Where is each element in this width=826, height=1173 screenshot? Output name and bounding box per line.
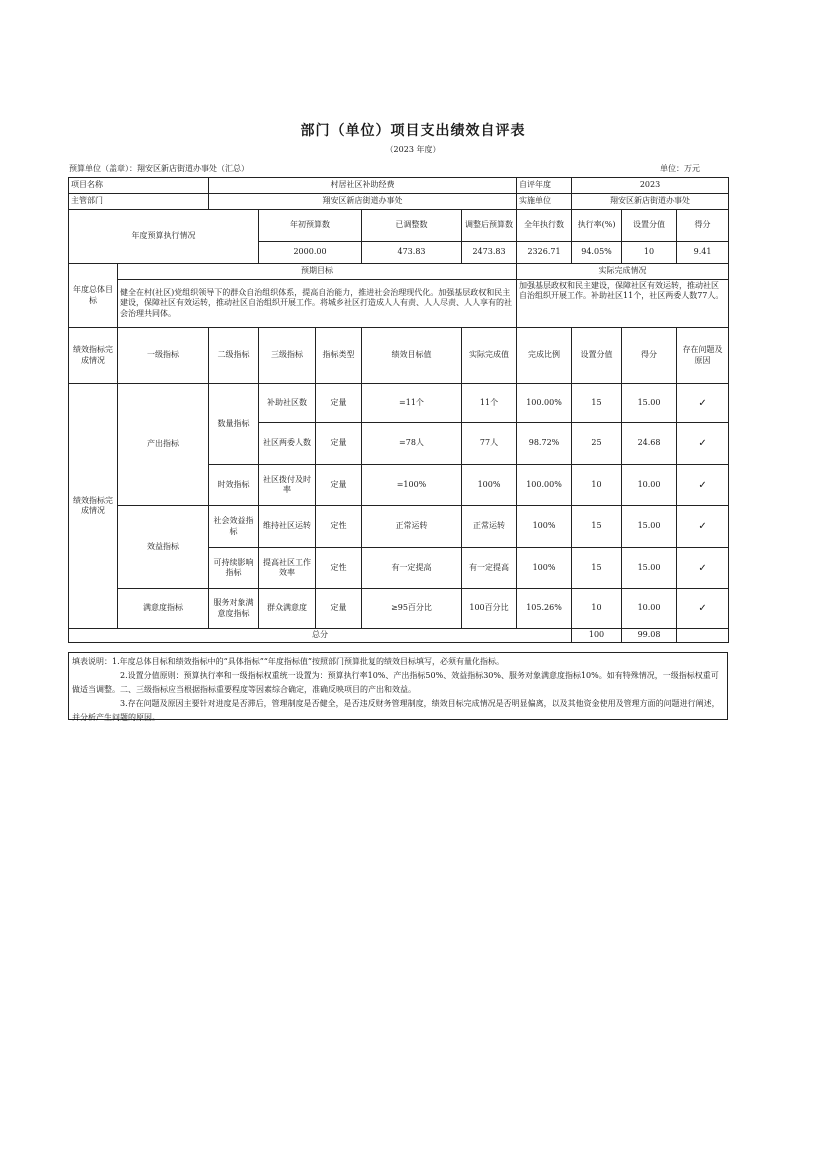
weight: 10 <box>572 465 622 506</box>
budget-unit-label: 预算单位（盖章）：翔安区新店街道办事处（汇总） <box>69 164 249 173</box>
expected-goal-header: 预期目标 <box>118 264 517 280</box>
perf-section-label: 绩效指标完成情况 <box>69 384 118 629</box>
weight: 25 <box>572 423 622 465</box>
budget-value: 94.05% <box>572 242 622 264</box>
eval-year-label: 自评年度 <box>517 178 572 194</box>
level3-indicator: 社区两委人数 <box>259 423 316 465</box>
budget-value: 2326.71 <box>517 242 572 264</box>
level1-output: 产出指标 <box>118 384 209 506</box>
target-value: 有一定提高 <box>362 548 462 589</box>
level2-service-satisfaction: 服务对象满意度指标 <box>209 589 259 629</box>
target-value: =100% <box>362 465 462 506</box>
budget-value: 2473.83 <box>462 242 517 264</box>
budget-header: 已调整数 <box>362 210 462 242</box>
level2-quantity: 数量指标 <box>209 384 259 465</box>
goals-section-label: 年度总体目标 <box>69 264 118 328</box>
indicator-type: 定量 <box>316 589 362 629</box>
perf-header: 三级指标 <box>259 328 316 384</box>
score: 10.00 <box>622 589 677 629</box>
total-weight: 100 <box>572 629 622 643</box>
indicator-type: 定性 <box>316 506 362 548</box>
note-3: 3.存在问题及原因主要针对进度是否滞后，管理制度是否健全，是否违反财务管理制度，绩效目标完成情况是否明显偏离，以及其他资金使用及管理方面的问题进行阐述，并分析产生问题的原因。 <box>72 699 720 722</box>
issue-check-mark: ✓ <box>677 465 729 506</box>
budget-value: 2000.00 <box>259 242 362 264</box>
issue-check-mark: ✓ <box>677 548 729 589</box>
perf-header: 一级指标 <box>118 328 209 384</box>
weight: 15 <box>572 506 622 548</box>
expected-goal-text: 健全在村(社区)党组织领导下的群众自治组织体系，提高自治能力，推进社会治理现代化。加强基层政权和民主建设，保障社区有效运转，推动社区自治组织开展工作。将城乡社区打造成人人有责、人人尽责、人人享有的社会治理共同体。 <box>118 280 517 328</box>
budget-value: 10 <box>622 242 677 264</box>
level3-indicator: 维持社区运转 <box>259 506 316 548</box>
indicator-type: 定量 <box>316 423 362 465</box>
year-subtitle: （2023 年度） <box>385 145 441 154</box>
total-label: 总分 <box>69 629 572 643</box>
completion-ratio: 100.00% <box>517 465 572 506</box>
project-name-value: 村居社区补助经费 <box>209 178 517 194</box>
perf-header: 二级指标 <box>209 328 259 384</box>
actual-result-header: 实际完成情况 <box>517 264 729 280</box>
currency-unit-label: 单位：万元 <box>660 164 700 173</box>
issue-check-mark: ✓ <box>677 384 729 423</box>
level3-indicator: 社区拨付及时率 <box>259 465 316 506</box>
score: 10.00 <box>622 465 677 506</box>
total-issue-cell <box>677 629 729 643</box>
indicator-type: 定量 <box>316 465 362 506</box>
perf-header: 实际完成值 <box>462 328 517 384</box>
perf-header: 指标类型 <box>316 328 362 384</box>
level3-indicator: 群众满意度 <box>259 589 316 629</box>
perf-header: 绩效目标值 <box>362 328 462 384</box>
perf-header: 设置分值 <box>572 328 622 384</box>
weight: 15 <box>572 548 622 589</box>
weight: 10 <box>572 589 622 629</box>
level3-indicator: 提高社区工作效率 <box>259 548 316 589</box>
actual-value: 100% <box>462 465 517 506</box>
issue-check-mark: ✓ <box>677 589 729 629</box>
level3-indicator: 补助社区数 <box>259 384 316 423</box>
actual-result-text: 加强基层政权和民主建设，保障社区有效运转，推动社区自治组织开展工作。补助社区11个，社区两委人数77人。 <box>517 280 729 328</box>
actual-value: 100百分比 <box>462 589 517 629</box>
budget-header: 年初预算数 <box>259 210 362 242</box>
page-title: 部门（单位）项目支出绩效自评表 <box>300 123 526 139</box>
score: 15.00 <box>622 384 677 423</box>
perf-header: 完成比例 <box>517 328 572 384</box>
score: 15.00 <box>622 548 677 589</box>
issue-check-mark: ✓ <box>677 423 729 465</box>
impl-unit-label: 实施单位 <box>517 194 572 210</box>
budget-header: 设置分值 <box>622 210 677 242</box>
budget-value: 9.41 <box>677 242 729 264</box>
note-1: 填表说明：1.年度总体目标和绩效指标中的“具体指标”“年度指标值”按照部门预算批复的绩效目标填写，必须有量化指标。 <box>72 657 504 666</box>
level1-benefit: 效益指标 <box>118 506 209 589</box>
indicator-type: 定性 <box>316 548 362 589</box>
perf-header-section: 绩效指标完成情况 <box>69 328 118 384</box>
budget-header: 得分 <box>677 210 729 242</box>
actual-value: 正常运转 <box>462 506 517 548</box>
actual-value: 有一定提高 <box>462 548 517 589</box>
completion-ratio: 100.00% <box>517 384 572 423</box>
target-value: =78人 <box>362 423 462 465</box>
completion-ratio: 100% <box>517 548 572 589</box>
level1-satisfaction: 满意度指标 <box>118 589 209 629</box>
completion-ratio: 98.72% <box>517 423 572 465</box>
level2-sustainable-impact: 可持续影响指标 <box>209 548 259 589</box>
target-value: =11个 <box>362 384 462 423</box>
budget-header: 全年执行数 <box>517 210 572 242</box>
perf-header: 存在问题及原因 <box>677 328 729 384</box>
note-2: 2.设置分值原则：预算执行率和一级指标权重统一设置为：预算执行率10%、产出指标50%、效益指标30%、服务对象满意度指标10%。如有特殊情况，一级指标权重可做适当调整。二、三级指标应当根据指标重要程度等因素综合确定，准确反映项目的产出和效益。 <box>72 671 719 694</box>
dept-label: 主管部门 <box>69 194 209 210</box>
impl-unit-value: 翔安区新店街道办事处 <box>572 194 729 210</box>
budget-header: 执行率(%) <box>572 210 622 242</box>
level2-timeliness: 时效指标 <box>209 465 259 506</box>
weight: 15 <box>572 384 622 423</box>
budget-section-label: 年度预算执行情况 <box>69 210 259 264</box>
completion-ratio: 105.26% <box>517 589 572 629</box>
dept-value: 翔安区新店街道办事处 <box>209 194 517 210</box>
total-score: 99.08 <box>622 629 677 643</box>
performance-table <box>68 177 729 643</box>
actual-value: 77人 <box>462 423 517 465</box>
budget-value: 473.83 <box>362 242 462 264</box>
fill-instructions <box>68 652 728 720</box>
completion-ratio: 100% <box>517 506 572 548</box>
score: 24.68 <box>622 423 677 465</box>
eval-year-value: 2023 <box>572 178 729 194</box>
target-value: ≥95百分比 <box>362 589 462 629</box>
project-name-label: 项目名称 <box>69 178 209 194</box>
score: 15.00 <box>622 506 677 548</box>
perf-header: 得分 <box>622 328 677 384</box>
indicator-type: 定量 <box>316 384 362 423</box>
level2-social-benefit: 社会效益指标 <box>209 506 259 548</box>
target-value: 正常运转 <box>362 506 462 548</box>
actual-value: 11个 <box>462 384 517 423</box>
budget-header: 调整后预算数 <box>462 210 517 242</box>
issue-check-mark: ✓ <box>677 506 729 548</box>
